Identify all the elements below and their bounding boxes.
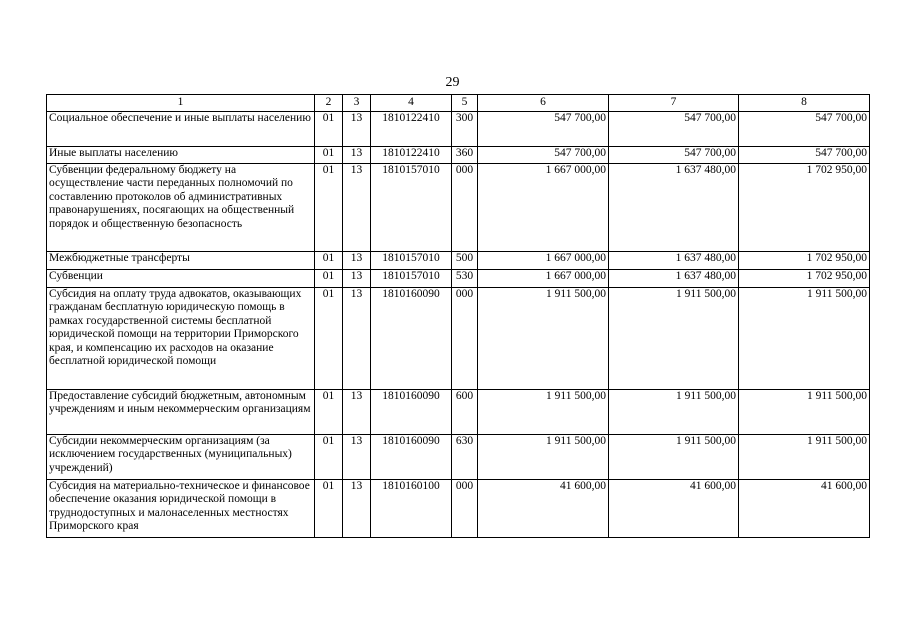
row-expense-type: 360 (452, 147, 478, 164)
row-expense-type: 000 (452, 164, 478, 252)
row-amount-8: 1 911 500,00 (739, 390, 870, 435)
row-expense-type: 530 (452, 270, 478, 288)
row-amount-6: 1 911 500,00 (478, 288, 609, 390)
row-amount-7: 1 911 500,00 (609, 288, 739, 390)
row-amount-7: 1 911 500,00 (609, 390, 739, 435)
row-section: 01 (315, 390, 343, 435)
header-row (47, 95, 870, 112)
row-subsection: 13 (343, 112, 371, 147)
row-section: 01 (315, 147, 343, 164)
row-target-code: 1810157010 (371, 252, 452, 270)
row-subsection: 13 (343, 288, 371, 390)
budget-table (46, 94, 870, 538)
table-row (47, 390, 870, 435)
column-header-5: 5 (452, 95, 478, 112)
row-subsection: 13 (343, 435, 371, 480)
table-row (47, 112, 870, 147)
row-amount-7: 1 637 480,00 (609, 252, 739, 270)
column-header-1: 1 (47, 95, 315, 112)
column-header-7: 7 (609, 95, 739, 112)
row-amount-6: 1 911 500,00 (478, 390, 609, 435)
row-amount-8: 1 911 500,00 (739, 288, 870, 390)
row-expense-type: 600 (452, 390, 478, 435)
row-section: 01 (315, 480, 343, 538)
row-name: Иные выплаты населению (47, 147, 315, 164)
row-target-code: 1810122410 (371, 112, 452, 147)
table-row (47, 288, 870, 390)
row-subsection: 13 (343, 390, 371, 435)
row-target-code: 1810160090 (371, 390, 452, 435)
column-header-8: 8 (739, 95, 870, 112)
row-section: 01 (315, 270, 343, 288)
row-name: Социальное обеспечение и иные выплаты населению (47, 112, 315, 147)
column-header-2: 2 (315, 95, 343, 112)
row-target-code: 1810157010 (371, 270, 452, 288)
row-name: Предоставление субсидий бюджетным, автономным учреждениям и иным некоммерческим организациям (47, 390, 315, 435)
row-amount-8: 41 600,00 (739, 480, 870, 538)
row-section: 01 (315, 435, 343, 480)
row-amount-7: 1 637 480,00 (609, 164, 739, 252)
row-amount-7: 1 637 480,00 (609, 270, 739, 288)
row-amount-6: 547 700,00 (478, 112, 609, 147)
row-amount-6: 41 600,00 (478, 480, 609, 538)
row-amount-6: 1 667 000,00 (478, 252, 609, 270)
row-amount-8: 1 702 950,00 (739, 270, 870, 288)
row-amount-8: 547 700,00 (739, 112, 870, 147)
row-amount-8: 1 911 500,00 (739, 435, 870, 480)
row-amount-8: 547 700,00 (739, 147, 870, 164)
row-amount-6: 1 911 500,00 (478, 435, 609, 480)
row-amount-8: 1 702 950,00 (739, 164, 870, 252)
row-target-code: 1810122410 (371, 147, 452, 164)
row-expense-type: 000 (452, 288, 478, 390)
row-amount-6: 1 667 000,00 (478, 164, 609, 252)
table-row (47, 270, 870, 288)
column-header-4: 4 (371, 95, 452, 112)
row-name: Субсидии некоммерческим организациям (за исключением государственных (муниципальных) учреждений) (47, 435, 315, 480)
row-section: 01 (315, 288, 343, 390)
row-name: Межбюджетные трансферты (47, 252, 315, 270)
row-expense-type: 300 (452, 112, 478, 147)
table-row (47, 147, 870, 164)
row-section: 01 (315, 252, 343, 270)
row-name: Субсидия на оплату труда адвокатов, оказывающих гражданам бесплатную юридическую помощь в рамках государственной системы бесплатной юридической помощи на территории Приморского края, и компенсацию их расходов на оказание бесплатной юридической помощи (47, 288, 315, 390)
row-name: Субвенции (47, 270, 315, 288)
row-amount-6: 547 700,00 (478, 147, 609, 164)
column-header-3: 3 (343, 95, 371, 112)
row-target-code: 1810160090 (371, 288, 452, 390)
row-name: Субсидия на материально-техническое и финансовое обеспечение оказания юридической помощи в труднодоступных и малонаселенных местностях Приморского края (47, 480, 315, 538)
row-amount-7: 1 911 500,00 (609, 435, 739, 480)
row-subsection: 13 (343, 270, 371, 288)
table-row (47, 480, 870, 538)
row-amount-7: 547 700,00 (609, 112, 739, 147)
row-target-code: 1810160090 (371, 435, 452, 480)
row-expense-type: 000 (452, 480, 478, 538)
column-header-6: 6 (478, 95, 609, 112)
row-subsection: 13 (343, 480, 371, 538)
row-expense-type: 500 (452, 252, 478, 270)
row-target-code: 1810160100 (371, 480, 452, 538)
row-target-code: 1810157010 (371, 164, 452, 252)
row-name: Субвенции федеральному бюджету на осуществление части переданных полномочий по составлению протоколов об административных правонарушениях, посягающих на общественный порядок и общественную безопасность (47, 164, 315, 252)
table-row (47, 252, 870, 270)
row-subsection: 13 (343, 147, 371, 164)
row-amount-7: 547 700,00 (609, 147, 739, 164)
page-number: 29 (445, 75, 460, 90)
row-section: 01 (315, 164, 343, 252)
row-amount-7: 41 600,00 (609, 480, 739, 538)
row-subsection: 13 (343, 164, 371, 252)
row-amount-6: 1 667 000,00 (478, 270, 609, 288)
table-row (47, 164, 870, 252)
row-subsection: 13 (343, 252, 371, 270)
table-row (47, 435, 870, 480)
row-section: 01 (315, 112, 343, 147)
row-expense-type: 630 (452, 435, 478, 480)
row-amount-8: 1 702 950,00 (739, 252, 870, 270)
